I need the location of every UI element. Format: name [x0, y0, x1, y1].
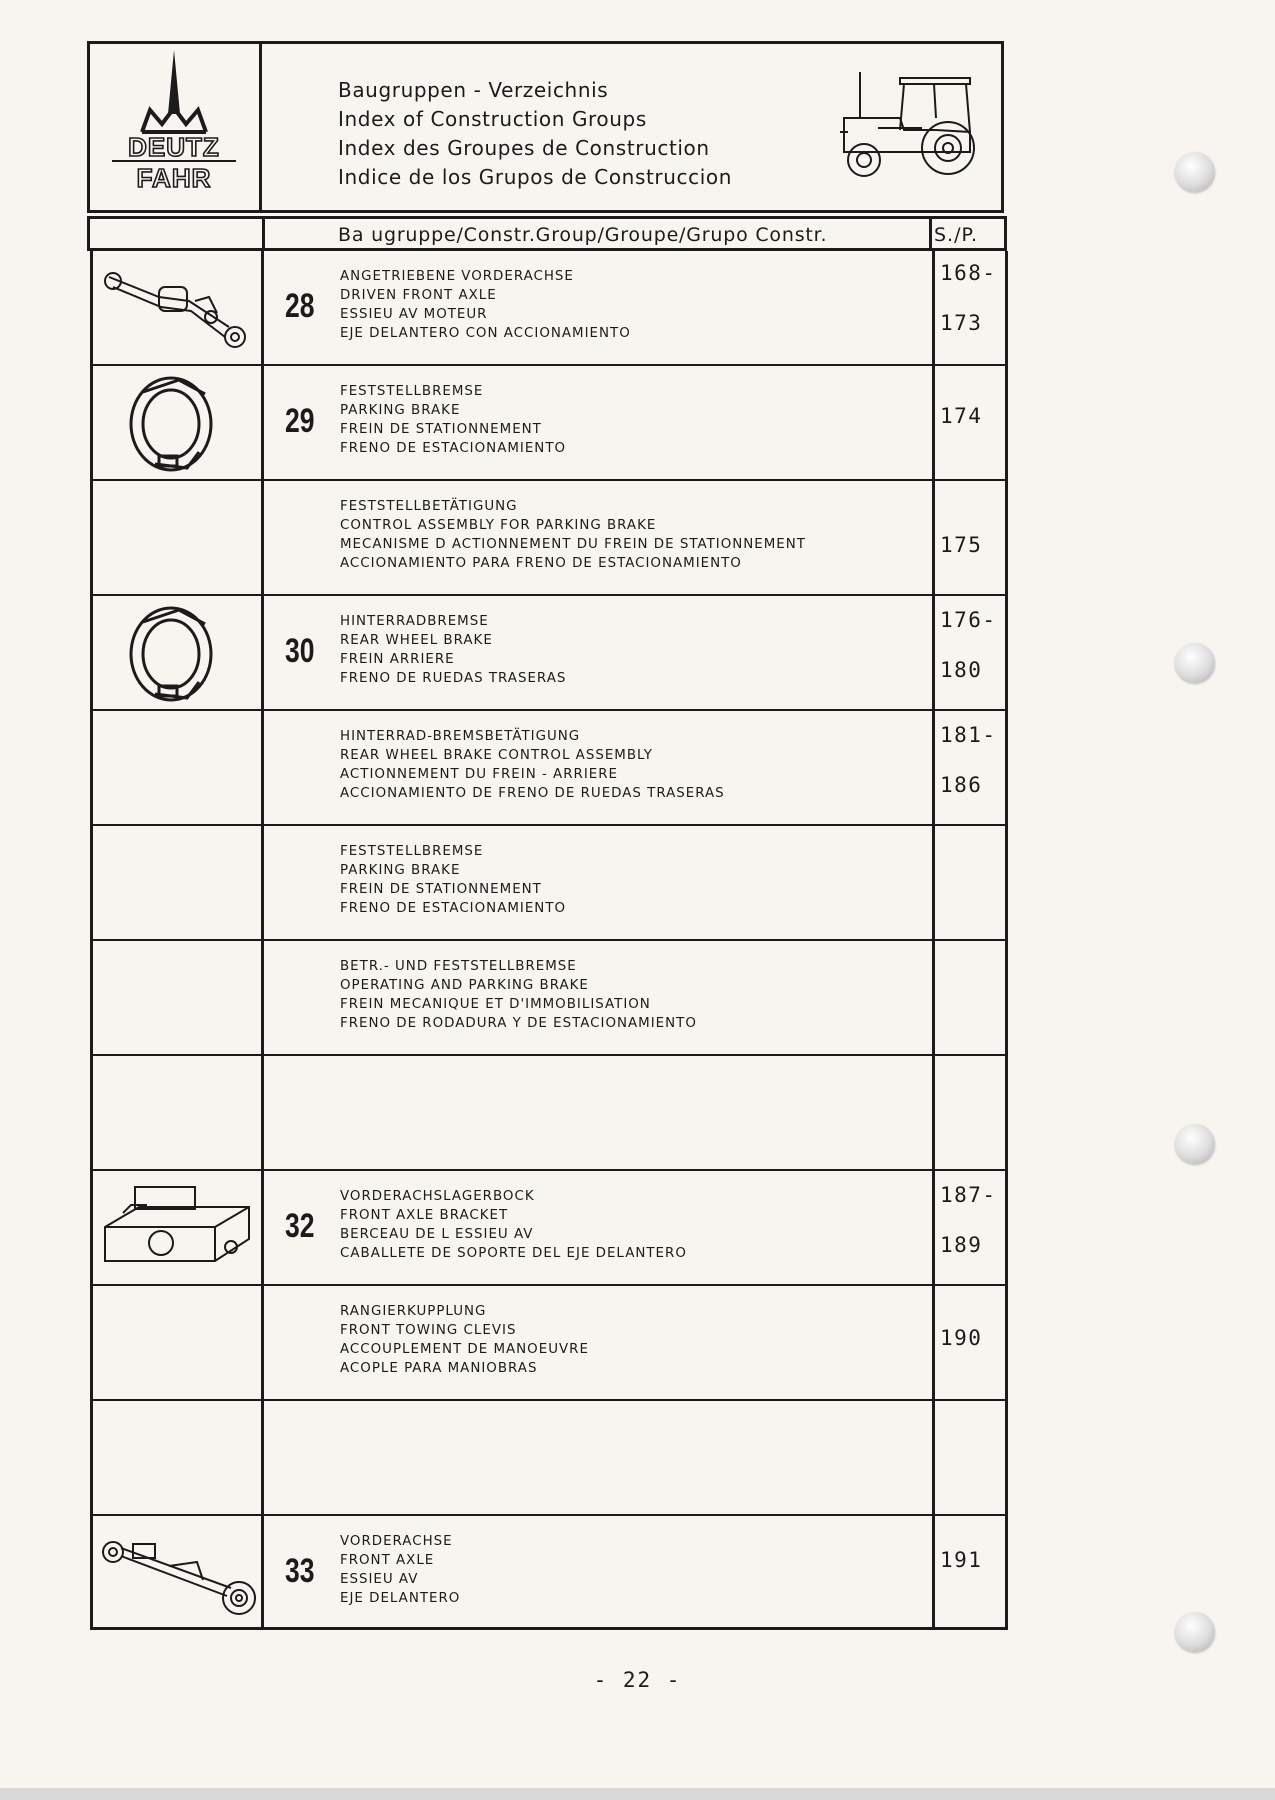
svg-text:FAHR: FAHR — [136, 163, 212, 193]
description-es: ACCIONAMIENTO DE FRENO DE RUEDAS TRASERAS — [340, 786, 725, 801]
description-fr: FREIN ARRIERE — [340, 652, 455, 667]
group-number: 29 — [285, 402, 315, 440]
construction-group-table — [90, 251, 1008, 1630]
page-to[interactable]: 173 — [940, 311, 983, 335]
description-es: CABALLETE DE SOPORTE DEL EJE DELANTERO — [340, 1246, 687, 1261]
binder-hole — [1175, 643, 1215, 683]
table-row — [93, 941, 1005, 1056]
table-row — [93, 711, 1005, 826]
binder-hole — [1175, 1612, 1215, 1652]
table-row — [93, 1171, 1005, 1286]
group-description — [340, 1532, 460, 1608]
description-de: BETR.- UND FESTSTELLBREMSE — [340, 959, 577, 974]
driven-front-axle-illustration — [99, 257, 257, 361]
description-de: FESTSTELLBREMSE — [340, 384, 484, 399]
header-box — [87, 41, 1004, 213]
title-en: Index of Construction Groups — [338, 107, 647, 131]
description-es: FRENO DE ESTACIONAMIENTO — [340, 901, 567, 916]
page-to[interactable]: 180 — [940, 658, 983, 682]
description-fr: ACTIONNEMENT DU FREIN - ARRIERE — [340, 767, 618, 782]
description-de: HINTERRADBREMSE — [340, 614, 489, 629]
description-es: FRENO DE RODADURA Y DE ESTACIONAMIENTO — [340, 1016, 697, 1031]
description-fr: FREIN DE STATIONNEMENT — [340, 882, 542, 897]
deutz-fahr-logo — [90, 44, 259, 210]
page-from[interactable]: 174 — [940, 404, 983, 428]
table-row — [93, 1286, 1005, 1401]
table-row — [93, 596, 1005, 711]
table-row — [93, 481, 1005, 596]
description-es: FRENO DE RUEDAS TRASERAS — [340, 671, 567, 686]
description-en: FRONT AXLE BRACKET — [340, 1208, 509, 1223]
table-row — [93, 366, 1005, 481]
description-de: ANGETRIEBENE VORDERACHSE — [340, 269, 574, 284]
front-axle-bracket-illustration — [99, 1177, 257, 1281]
table-row — [93, 251, 1005, 366]
table-row — [93, 826, 1005, 941]
page-number: - 22 - — [593, 1668, 682, 1692]
description-en: PARKING BRAKE — [340, 863, 461, 878]
description-fr: FREIN MECANIQUE ET D'IMMOBILISATION — [340, 997, 651, 1012]
description-es: ACCIONAMIENTO PARA FRENO DE ESTACIONAMIENTO — [340, 556, 742, 571]
page-from[interactable]: 175 — [940, 533, 983, 557]
group-number: 33 — [285, 1552, 315, 1590]
description-de: FESTSTELLBREMSE — [340, 844, 484, 859]
description-fr: ESSIEU AV — [340, 1572, 419, 1587]
page-from[interactable]: 190 — [940, 1326, 983, 1350]
page-from[interactable]: 191 — [940, 1548, 983, 1572]
group-description — [340, 957, 697, 1033]
description-es: EJE DELANTERO — [340, 1591, 461, 1606]
group-number: 30 — [285, 632, 315, 670]
logo-cell — [90, 44, 262, 210]
group-description — [340, 382, 566, 458]
page-to[interactable]: 189 — [940, 1233, 983, 1257]
description-fr: BERCEAU DE L ESSIEU AV — [340, 1227, 534, 1242]
page-from[interactable]: 181- — [940, 723, 997, 747]
page-from[interactable]: 187- — [940, 1183, 997, 1207]
page-to[interactable]: 186 — [940, 773, 983, 797]
parking-brake-shoe-illustration — [99, 372, 257, 476]
description-en: CONTROL ASSEMBLY FOR PARKING BRAKE — [340, 518, 657, 533]
front-axle-illustration — [99, 1522, 257, 1626]
group-description — [340, 842, 566, 918]
scan-edge — [0, 1788, 1275, 1800]
description-de: VORDERACHSLAGERBOCK — [340, 1189, 535, 1204]
index-titles — [338, 76, 732, 192]
description-en: REAR WHEEL BRAKE CONTROL ASSEMBLY — [340, 748, 653, 763]
description-en: FRONT AXLE — [340, 1553, 435, 1568]
group-description — [340, 1302, 589, 1378]
column-header-row — [87, 216, 1007, 251]
description-en: DRIVEN FRONT AXLE — [340, 288, 497, 303]
description-de: FESTSTELLBETÄTIGUNG — [340, 499, 518, 514]
description-de: HINTERRAD-BREMSBETÄTIGUNG — [340, 729, 581, 744]
description-en: FRONT TOWING CLEVIS — [340, 1323, 517, 1338]
title-de: Baugruppen - Verzeichnis — [338, 78, 609, 102]
group-column-header: Ba ugruppe/Constr.Group/Groupe/Grupo Constr. — [338, 224, 828, 246]
description-de: VORDERACHSE — [340, 1534, 453, 1549]
rear-wheel-brake-illustration — [99, 602, 257, 706]
tractor-icon — [838, 72, 988, 180]
svg-text:DEUTZ: DEUTZ — [128, 132, 220, 162]
group-number: 32 — [285, 1207, 315, 1245]
group-description — [340, 612, 566, 688]
description-en: PARKING BRAKE — [340, 403, 461, 418]
group-description — [340, 497, 806, 573]
description-fr: MECANISME D ACTIONNEMENT DU FREIN DE STATIONNEMENT — [340, 537, 806, 552]
description-es: ACOPLE PARA MANIOBRAS — [340, 1361, 538, 1376]
group-description — [340, 267, 631, 343]
description-de: RANGIERKUPPLUNG — [340, 1304, 487, 1319]
description-en: REAR WHEEL BRAKE — [340, 633, 493, 648]
description-fr: FREIN DE STATIONNEMENT — [340, 422, 542, 437]
binder-hole — [1175, 1124, 1215, 1164]
binder-hole — [1175, 152, 1215, 192]
title-fr: Index des Groupes de Construction — [338, 136, 710, 160]
page-column-header: S./P. — [934, 224, 979, 246]
title-es: Indice de los Grupos de Construccion — [338, 165, 732, 189]
page-from[interactable]: 168- — [940, 261, 997, 285]
description-es: EJE DELANTERO CON ACCIONAMIENTO — [340, 326, 631, 341]
description-fr: ACCOUPLEMENT DE MANOEUVRE — [340, 1342, 589, 1357]
table-row — [93, 1401, 1005, 1516]
description-fr: ESSIEU AV MOTEUR — [340, 307, 488, 322]
group-description — [340, 1187, 687, 1263]
description-en: OPERATING AND PARKING BRAKE — [340, 978, 589, 993]
group-description — [340, 727, 725, 803]
table-row — [93, 1516, 1005, 1627]
group-number: 28 — [285, 287, 315, 325]
table-row — [93, 1056, 1005, 1171]
description-es: FRENO DE ESTACIONAMIENTO — [340, 441, 567, 456]
page-from[interactable]: 176- — [940, 608, 997, 632]
